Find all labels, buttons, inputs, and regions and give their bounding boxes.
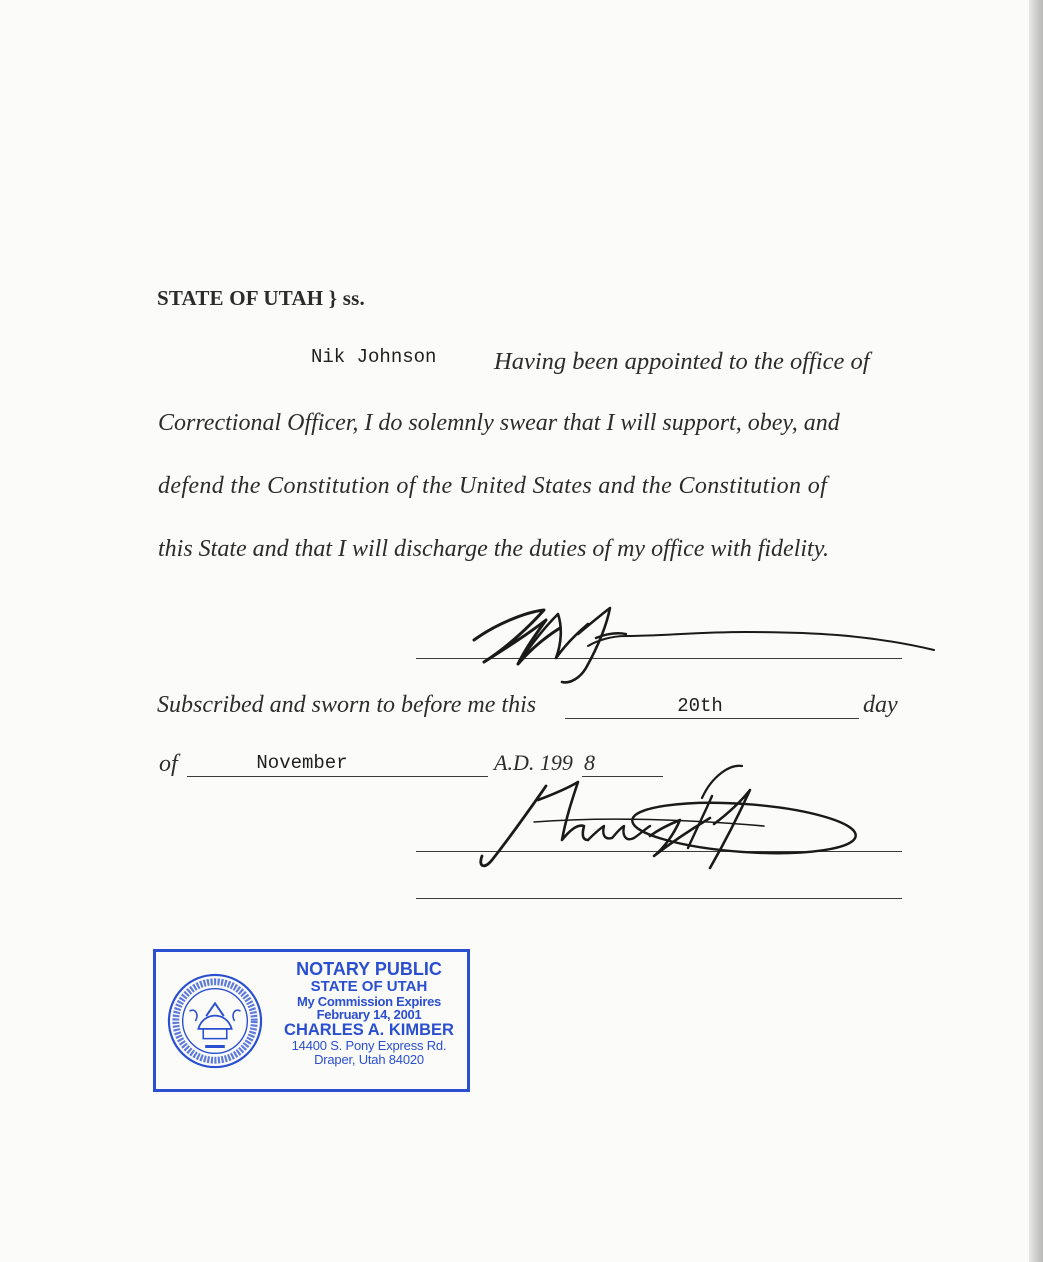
month-line: [187, 776, 488, 777]
notary-title-line: [416, 898, 902, 899]
oath-line-3: defend the Constitution of the United States and the Constitution of: [158, 473, 828, 499]
stamp-commission-label: My Commission Expires: [297, 993, 441, 1009]
of-label: of: [159, 751, 178, 777]
oath-line-4: this State and that I will discharge the duties of my office with fidelity.: [158, 536, 830, 562]
stamp-state: STATE OF UTAH: [310, 977, 428, 995]
stamp-address-line-1: 14400 S. Pony Express Rd.: [291, 1038, 447, 1054]
month-value: November: [256, 752, 348, 774]
year-digit: 8: [584, 750, 595, 775]
day-label: day: [863, 692, 898, 718]
ad-year-text: A.D. 199: [494, 750, 573, 775]
state-seal-icon: [166, 972, 264, 1070]
stamp-title: NOTARY PUBLIC: [296, 959, 442, 979]
stamp-commission-date: February 14, 2001: [316, 1007, 422, 1023]
oath-line-2: Correctional Officer, I do solemnly swear that I will support, obey, and: [158, 410, 840, 436]
stamp-text-block: [274, 960, 464, 1067]
stamp-notary-name: CHARLES A. KIMBER: [284, 1020, 454, 1039]
stamp-address-line-2: Draper, Utah 84020: [314, 1051, 424, 1067]
oath-line-1: Having been appointed to the office of: [494, 348, 870, 375]
affiant-signature-icon: [466, 598, 941, 688]
affiant-name: Nik Johnson: [311, 346, 437, 368]
notary-signature-icon: [474, 760, 874, 875]
subscribed-text: Subscribed and sworn to before me this: [157, 692, 537, 718]
day-value: 20th: [677, 695, 723, 717]
venue-heading: STATE OF UTAH } ss.: [157, 286, 365, 310]
notary-stamp: [153, 949, 470, 1092]
day-line: [565, 718, 859, 719]
page-edge: [1029, 0, 1043, 1262]
